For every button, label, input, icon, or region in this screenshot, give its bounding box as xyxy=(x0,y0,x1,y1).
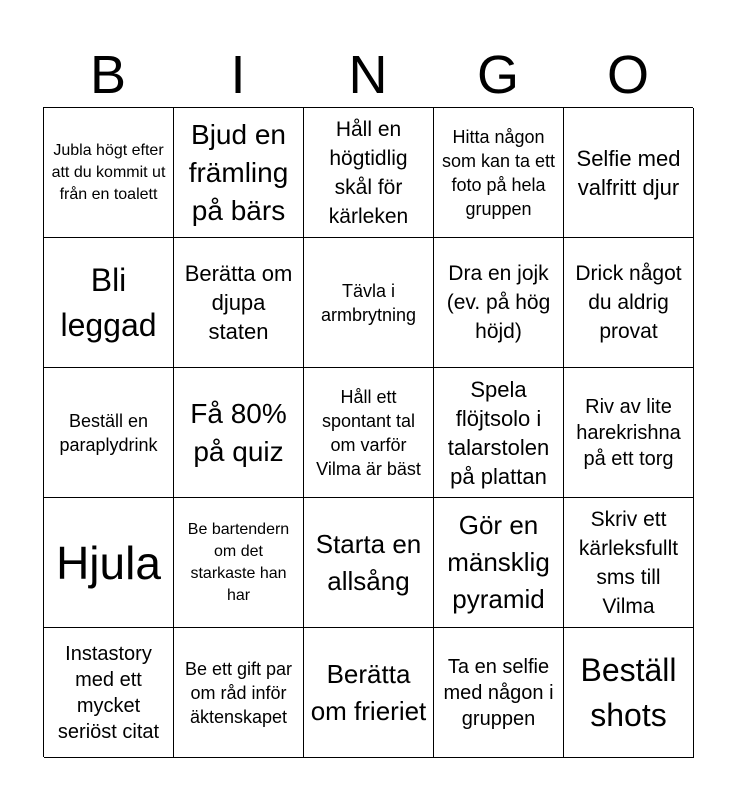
bingo-cell[interactable] xyxy=(44,108,174,238)
bingo-cell[interactable] xyxy=(174,498,304,628)
header-letter-i: I xyxy=(230,45,246,105)
bingo-cell-text: Berätta om frieriet xyxy=(310,658,427,726)
bingo-cell-text: Hjula xyxy=(56,536,161,589)
bingo-cell-text: Håll en högtidlig skål för kärleken xyxy=(328,117,409,228)
bingo-cell[interactable] xyxy=(44,238,174,368)
bingo-cell-text: Drick något du aldrig provat xyxy=(575,262,682,343)
bingo-cell-text: Beställ shots xyxy=(580,651,677,733)
bingo-cell-text: Spela flöjtsolo i talarstolen på plattan xyxy=(447,376,550,489)
bingo-cell-text: Beställ en paraplydrink xyxy=(59,410,158,455)
bingo-cell[interactable] xyxy=(174,628,304,758)
bingo-cell[interactable] xyxy=(304,108,434,238)
bingo-cell[interactable] xyxy=(44,628,174,758)
bingo-cell[interactable] xyxy=(434,498,564,628)
bingo-cell-text: Instastory med ett mycket seriöst citat xyxy=(57,642,160,743)
bingo-cell-text: Få 80% på quiz xyxy=(190,397,287,467)
bingo-cell-text: Ta en selfie med någon i gruppen xyxy=(443,655,554,730)
bingo-cell[interactable] xyxy=(434,108,564,238)
bingo-cell[interactable] xyxy=(174,238,304,368)
bingo-cell[interactable] xyxy=(434,628,564,758)
bingo-cell[interactable] xyxy=(304,368,434,498)
bingo-cell[interactable] xyxy=(564,628,694,758)
header-letter-o: O xyxy=(606,45,649,105)
bingo-cell-text: Selfie med valfritt djur xyxy=(576,145,681,200)
bingo-cell-text: Be bartendern om det starkaste han har xyxy=(187,520,290,604)
bingo-cell-text: Riv av lite harekrishna på ett torg xyxy=(576,395,681,470)
bingo-cell[interactable] xyxy=(564,498,694,628)
bingo-cell-text: Berätta om djupa staten xyxy=(184,261,293,344)
bingo-cell-text: Jubla högt efter att du kommit ut från en toalett xyxy=(51,141,166,203)
bingo-cell[interactable] xyxy=(174,368,304,498)
bingo-cell-text: Dra en jojk (ev. på hög höjd) xyxy=(446,262,551,343)
bingo-cell[interactable] xyxy=(434,238,564,368)
bingo-cell[interactable] xyxy=(44,498,174,628)
bingo-cell-text: Be ett gift par om råd inför äktenskapet xyxy=(184,658,293,727)
bingo-cell-text: Bjud en främling på bärs xyxy=(188,118,289,226)
bingo-cell-text: Skriv ett kärleksfullt sms till Vilma xyxy=(578,507,679,618)
bingo-cell-text: Gör en mänsklig pyramid xyxy=(447,510,550,614)
header-letter-g: G xyxy=(476,45,519,105)
bingo-cell-text: Starta en allsång xyxy=(315,528,422,596)
bingo-cell[interactable] xyxy=(44,368,174,498)
bingo-cell-text: Bli leggad xyxy=(60,261,157,343)
bingo-cell[interactable] xyxy=(304,238,434,368)
bingo-grid xyxy=(43,107,693,757)
header-letter-b: B xyxy=(89,45,127,105)
bingo-header xyxy=(43,42,693,108)
bingo-cell[interactable] xyxy=(434,368,564,498)
bingo-cell[interactable] xyxy=(564,368,694,498)
bingo-cell[interactable] xyxy=(564,238,694,368)
bingo-cell[interactable] xyxy=(174,108,304,238)
bingo-cell-text: Tävla i armbrytning xyxy=(320,280,417,325)
bingo-cell-text: Håll ett spontant tal om varför Vilma är bäst xyxy=(316,386,421,479)
bingo-cell[interactable] xyxy=(564,108,694,238)
bingo-cell[interactable] xyxy=(304,628,434,758)
header-letter-n: N xyxy=(348,45,388,105)
bingo-cell-text: Hitta någon som kan ta ett foto på hela gruppen xyxy=(441,126,556,219)
bingo-cell[interactable] xyxy=(304,498,434,628)
